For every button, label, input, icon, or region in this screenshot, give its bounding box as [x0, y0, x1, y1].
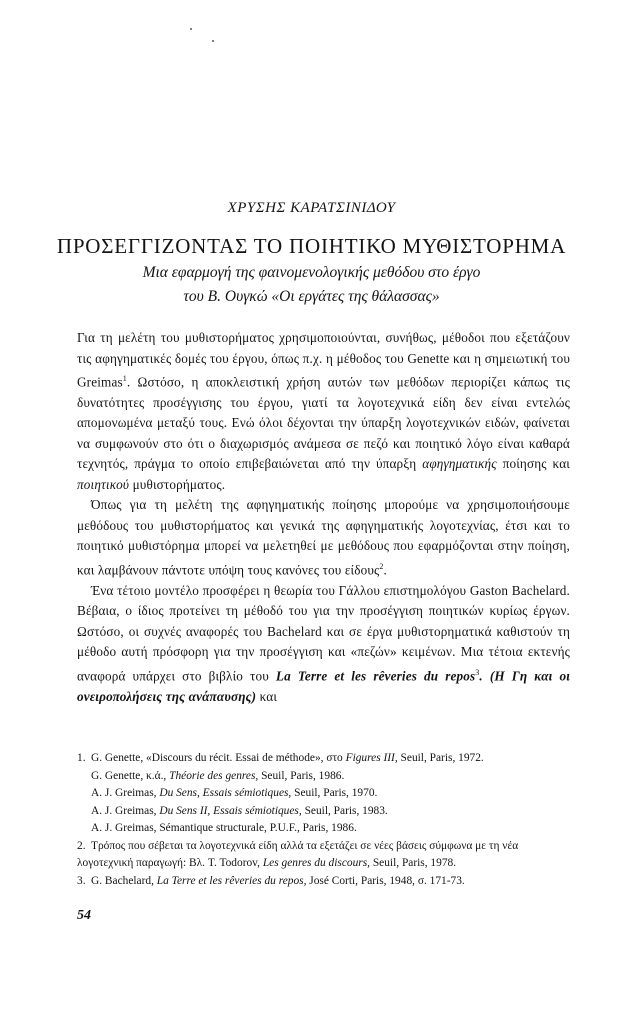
cited-title: Du Sens II, Essais sémiotiques,	[159, 804, 302, 817]
paragraph-2	[77, 495, 570, 580]
footnote	[77, 803, 570, 821]
text-run: A. J. Greimas,	[91, 787, 160, 799]
book-title: La Terre et les rêveries du repos	[275, 668, 476, 684]
text-run: . Ωστόσο, η αποκλειστική χρήση αυτών των μεθόδων περιορίζει κάπως τις δυνατότητες προσέγγισης του έργου, γιατί τα λογοτεχνικά είδη δεν είναι εντελώς απομονωμένα μεταξύ τους. Ενώ όλοι δέχονται την ύπαρξη λογοτεχνικών ειδών, φαίνεται να συμφωνούν στο ότι ο διαχωρισμός ανάμεσα σε πεζό και ποιητικό λόγο είναι καθαρά τεχνητός, πράγμα το οποίο επιβεβαιώνεται από την ύπαρξη	[77, 374, 570, 472]
text-run: Τρόπος που σέβεται τα λογοτεχνικά είδη αλλά τα εξετάζει σε νέες βάσεις σύμφωνα με τη νέα λογοτεχνική παραγωγή: Βλ. T. Todorov,	[77, 839, 519, 869]
text-run: G. Genette, κ.ά.,	[91, 769, 170, 782]
text-run: Seuil, Paris, 1986.	[258, 769, 345, 782]
text-run: Seuil, Paris, 1970.	[291, 787, 378, 799]
emphasis-text: ποιητικού	[77, 476, 130, 492]
text-run: Seuil, Paris, 1978.	[370, 857, 457, 869]
text-run: Για τη μελέτη του μυθιστορήματος χρησιμοποιούνται, συνήθως, μέθοδοι που εξετάζουν τις αφηγηματικές δομές του έργου, όπως π.χ. η μέθοδος του Genette και η σημειωτική του Greimas	[77, 330, 570, 390]
footnote	[77, 785, 570, 803]
footnote-ref-3[interactable]: 3	[475, 667, 480, 677]
cited-title: Figures III,	[345, 752, 398, 764]
cited-title: La Terre et les rêveries du repos,	[156, 874, 307, 887]
text-run: ποίησης και	[496, 456, 570, 472]
footnotes	[77, 750, 570, 890]
footnote-number: 1.	[77, 752, 86, 764]
text-run: José Corti, Paris, 1948, σ. 171-73.	[306, 874, 465, 887]
footnote	[77, 750, 570, 768]
text-run: Ένα τέτοιο μοντέλο προσφέρει η θεωρία του Γάλλου επιστημολόγου Gaston Bachelard. Βέβαια, ο ίδιος προτείνει τη μέθοδό του για την προσέγγιση ποιητικών κυρίως έργων. Ωστόσο, οι συχνές αναφορές του Bachelard και σε έργα μυθιστορηματικά καθιστούν τη μέθοδο αυτή πρόσφορη για την προσέγγιση και «πεζών» κειμένων. Μια τέτοια εκτενής αναφορά υπάρχει στο βιβλίο του	[77, 582, 570, 684]
footnote-ref-2[interactable]: 2	[379, 561, 384, 571]
paragraph-1	[77, 328, 570, 495]
author-name: ΧΡΥΣΗΣ ΚΑΡΑΤΣΙΝΙΔΟΥ	[227, 200, 396, 216]
emphasis-text: αφηγηματικής	[422, 456, 497, 472]
footnote	[77, 873, 570, 891]
cited-title: Les genres du discours,	[262, 857, 370, 869]
text-run: A. J. Greimas,	[91, 804, 160, 817]
cited-title: Du Sens, Essais sémiotiques,	[159, 787, 292, 799]
text-run: G. Genette, «Discours du récit. Essai de méthode», στο	[91, 752, 346, 764]
scan-speck	[212, 40, 214, 42]
text-run: μυθιστορήματος.	[129, 476, 226, 492]
text-run: Όπως για τη μελέτη της αφηγηματικής ποίησης μπορούμε να χρησιμοποιήσουμε μεθόδους του μυθιστορήματος και γενικά της αφηγηματικής λογοτεχνίας, έτσι και το ποιητικό μυθιστόρημα μπορεί να μελετηθεί με μεθόδους που εφαρμόζονται στην ποίηση, και λαμβάνουν πάντοτε υπόψη τους κανόνες του είδους	[77, 497, 570, 578]
article-subtitle-line2: του Β. Ουγκώ «Οι εργάτες της θάλασσας»	[183, 288, 440, 305]
page-number: 54	[77, 908, 91, 923]
footnote	[77, 820, 570, 838]
footnote-number: 3.	[77, 874, 86, 887]
cited-title: Théorie des genres,	[169, 769, 259, 782]
text-run: G. Bachelard,	[91, 874, 157, 887]
text-run: .	[383, 562, 387, 578]
text-run: και	[256, 688, 278, 704]
text-run: Seuil, Paris, 1972.	[397, 752, 484, 764]
text-run: Seuil, Paris, 1983.	[301, 804, 388, 817]
article-title: ΠΡΟΣΕΓΓΙΖΟΝΤΑΣ ΤΟ ΠΟΙΗΤΙΚΟ ΜΥΘΙΣΤΟΡΗΜΑ	[56, 234, 567, 258]
text-run: A. J. Greimas, Sémantique structurale, P.U.F., Paris, 1986.	[91, 822, 357, 834]
footnote-number: 2.	[77, 839, 86, 852]
paragraph-3	[77, 581, 570, 707]
article-subtitle-line1: Μια εφαρμογή της φαινομενολογικής μεθόδου στο έργο	[142, 264, 481, 281]
scan-speck	[190, 28, 192, 30]
footnote-ref-1[interactable]: 1	[122, 374, 127, 383]
body-text	[77, 328, 570, 707]
footnote	[77, 768, 570, 786]
book-title-translation: . (Η Γη και οι ονειροπολήσεις της ανάπαυσης)	[77, 668, 571, 704]
footnote	[77, 838, 570, 873]
